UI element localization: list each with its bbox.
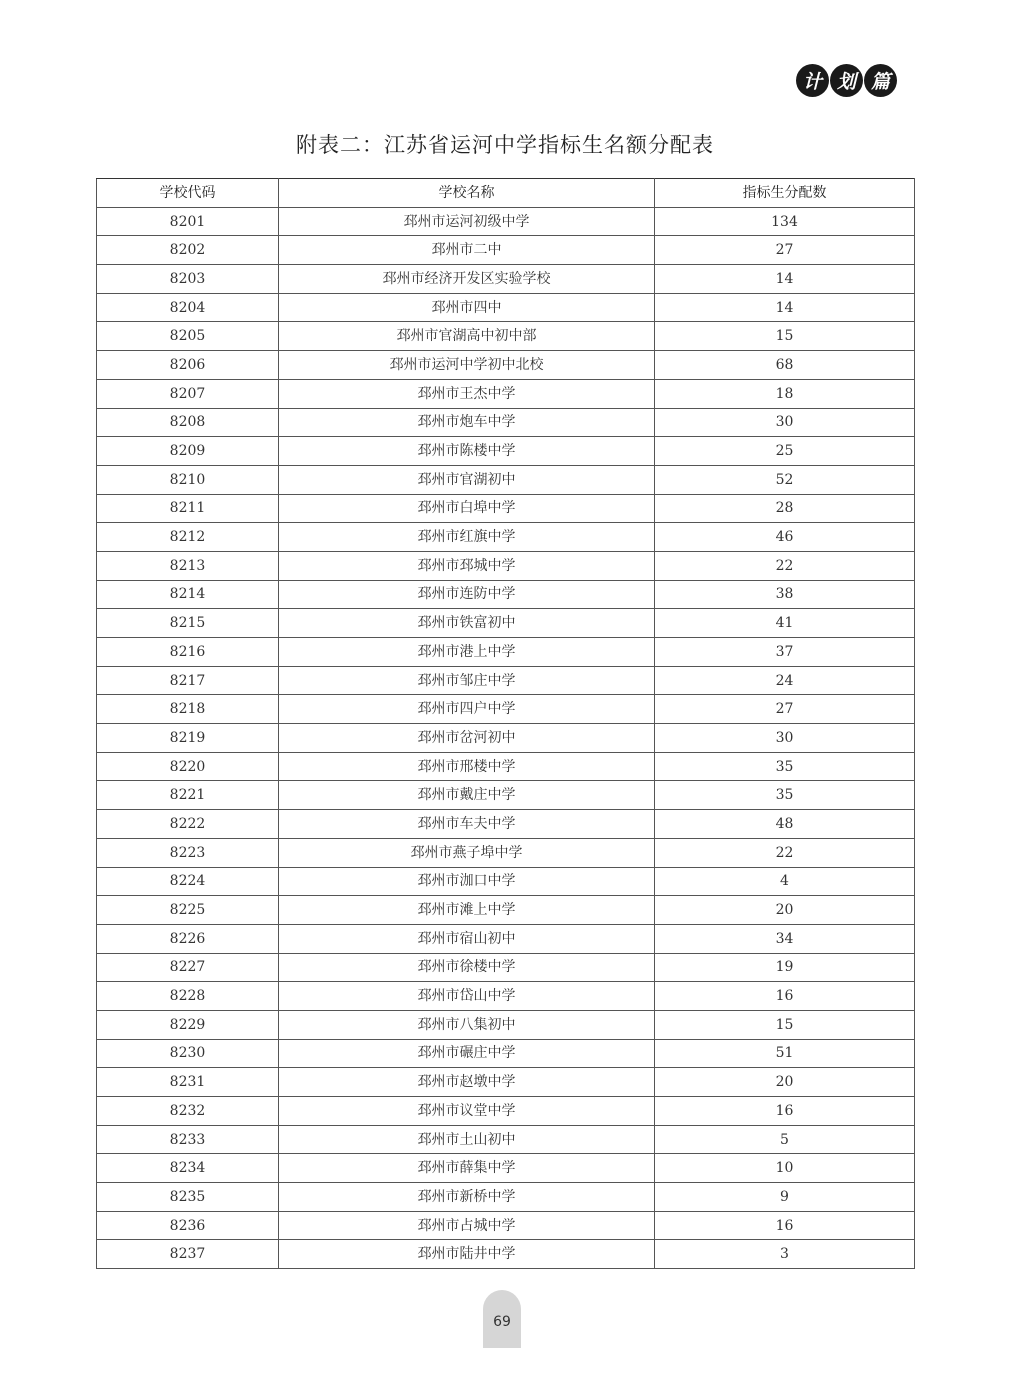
school-code-cell: 8213 [97, 551, 279, 580]
school-name-cell: 邳州市官湖高中初中部 [279, 322, 655, 351]
school-name-cell: 邳州市邳城中学 [279, 551, 655, 580]
school-code-cell: 8232 [97, 1097, 279, 1126]
quota-cell: 35 [655, 752, 915, 781]
school-name-cell: 邳州市炮车中学 [279, 408, 655, 437]
school-code-cell: 8228 [97, 982, 279, 1011]
quota-cell: 30 [655, 408, 915, 437]
table-row [97, 781, 915, 810]
header-quota: 指标生分配数 [655, 179, 915, 208]
school-name-cell: 邳州市占城中学 [279, 1211, 655, 1240]
school-code-cell: 8202 [97, 236, 279, 265]
table-row [97, 1240, 915, 1269]
quota-cell: 37 [655, 638, 915, 667]
school-name-cell: 邳州市赵墩中学 [279, 1068, 655, 1097]
table-header-row [97, 179, 915, 208]
school-code-cell: 8203 [97, 265, 279, 294]
header-school-code: 学校代码 [97, 179, 279, 208]
table-row [97, 293, 915, 322]
table-row [97, 551, 915, 580]
school-name-cell: 邳州市王杰中学 [279, 379, 655, 408]
school-code-cell: 8220 [97, 752, 279, 781]
quota-cell: 134 [655, 207, 915, 236]
quota-cell: 38 [655, 580, 915, 609]
quota-cell: 16 [655, 1097, 915, 1126]
school-name-cell: 邳州市岔河初中 [279, 724, 655, 753]
school-code-cell: 8224 [97, 867, 279, 896]
quota-cell: 9 [655, 1183, 915, 1212]
table-row [97, 896, 915, 925]
school-name-cell: 邳州市车夫中学 [279, 810, 655, 839]
school-name-cell: 邳州市薛集中学 [279, 1154, 655, 1183]
school-name-cell: 邳州市议堂中学 [279, 1097, 655, 1126]
school-code-cell: 8216 [97, 638, 279, 667]
quota-cell: 27 [655, 695, 915, 724]
quota-cell: 22 [655, 838, 915, 867]
logo-char: 划 [830, 64, 863, 97]
quota-cell: 15 [655, 1010, 915, 1039]
school-code-cell: 8211 [97, 494, 279, 523]
quota-cell: 5 [655, 1125, 915, 1154]
school-code-cell: 8222 [97, 810, 279, 839]
school-code-cell: 8218 [97, 695, 279, 724]
table-row [97, 1097, 915, 1126]
school-code-cell: 8219 [97, 724, 279, 753]
school-code-cell: 8204 [97, 293, 279, 322]
quota-cell: 14 [655, 265, 915, 294]
school-name-cell: 邳州市经济开发区实验学校 [279, 265, 655, 294]
table-row [97, 953, 915, 982]
table-row [97, 752, 915, 781]
school-name-cell: 邳州市宿山初中 [279, 924, 655, 953]
school-name-cell: 邳州市滩上中学 [279, 896, 655, 925]
school-code-cell: 8214 [97, 580, 279, 609]
table-row [97, 322, 915, 351]
table-row [97, 695, 915, 724]
quota-cell: 35 [655, 781, 915, 810]
table-row [97, 724, 915, 753]
table-row [97, 638, 915, 667]
school-code-cell: 8209 [97, 437, 279, 466]
quota-cell: 30 [655, 724, 915, 753]
school-name-cell: 邳州市红旗中学 [279, 523, 655, 552]
quota-cell: 52 [655, 465, 915, 494]
school-code-cell: 8234 [97, 1154, 279, 1183]
school-code-cell: 8205 [97, 322, 279, 351]
logo-char: 计 [796, 64, 829, 97]
table-row [97, 580, 915, 609]
school-name-cell: 邳州市燕子埠中学 [279, 838, 655, 867]
table-row [97, 1154, 915, 1183]
quota-cell: 48 [655, 810, 915, 839]
school-code-cell: 8208 [97, 408, 279, 437]
school-code-cell: 8215 [97, 609, 279, 638]
school-name-cell: 邳州市邹庄中学 [279, 666, 655, 695]
school-name-cell: 邳州市四户中学 [279, 695, 655, 724]
table-row [97, 1211, 915, 1240]
school-code-cell: 8206 [97, 351, 279, 380]
quota-cell: 16 [655, 1211, 915, 1240]
school-name-cell: 邳州市白埠中学 [279, 494, 655, 523]
quota-cell: 10 [655, 1154, 915, 1183]
school-code-cell: 8231 [97, 1068, 279, 1097]
quota-cell: 24 [655, 666, 915, 695]
quota-cell: 3 [655, 1240, 915, 1269]
school-code-cell: 8201 [97, 207, 279, 236]
school-code-cell: 8233 [97, 1125, 279, 1154]
table-row [97, 207, 915, 236]
table-row [97, 351, 915, 380]
table-row [97, 236, 915, 265]
table-row [97, 810, 915, 839]
school-code-cell: 8212 [97, 523, 279, 552]
table-row [97, 666, 915, 695]
table-row [97, 838, 915, 867]
school-code-cell: 8235 [97, 1183, 279, 1212]
table-row [97, 867, 915, 896]
school-name-cell: 邳州市土山初中 [279, 1125, 655, 1154]
table-row [97, 1125, 915, 1154]
school-code-cell: 8226 [97, 924, 279, 953]
school-name-cell: 邳州市陆井中学 [279, 1240, 655, 1269]
school-name-cell: 邳州市四中 [279, 293, 655, 322]
school-code-cell: 8221 [97, 781, 279, 810]
school-name-cell: 邳州市二中 [279, 236, 655, 265]
quota-cell: 22 [655, 551, 915, 580]
header-school-name: 学校名称 [279, 179, 655, 208]
school-code-cell: 8223 [97, 838, 279, 867]
table-row [97, 1068, 915, 1097]
table-row [97, 265, 915, 294]
quota-cell: 27 [655, 236, 915, 265]
table-row [97, 437, 915, 466]
table-row [97, 924, 915, 953]
school-name-cell: 邳州市泇口中学 [279, 867, 655, 896]
quota-cell: 19 [655, 953, 915, 982]
quota-cell: 68 [655, 351, 915, 380]
school-code-cell: 8229 [97, 1010, 279, 1039]
school-name-cell: 邳州市邢楼中学 [279, 752, 655, 781]
quota-cell: 28 [655, 494, 915, 523]
quota-cell: 25 [655, 437, 915, 466]
school-code-cell: 8217 [97, 666, 279, 695]
table-row [97, 609, 915, 638]
quota-cell: 16 [655, 982, 915, 1011]
quota-cell: 34 [655, 924, 915, 953]
school-code-cell: 8210 [97, 465, 279, 494]
school-name-cell: 邳州市运河中学初中北校 [279, 351, 655, 380]
school-code-cell: 8227 [97, 953, 279, 982]
section-logo [796, 64, 897, 97]
quota-table [96, 178, 915, 1269]
quota-cell: 20 [655, 1068, 915, 1097]
school-name-cell: 邳州市港上中学 [279, 638, 655, 667]
school-code-cell: 8236 [97, 1211, 279, 1240]
school-code-cell: 8225 [97, 896, 279, 925]
table-row [97, 1010, 915, 1039]
school-name-cell: 邳州市碾庄中学 [279, 1039, 655, 1068]
school-name-cell: 邳州市连防中学 [279, 580, 655, 609]
table-row [97, 1039, 915, 1068]
table-row [97, 379, 915, 408]
table-row [97, 982, 915, 1011]
school-code-cell: 8230 [97, 1039, 279, 1068]
table-row [97, 494, 915, 523]
table-row [97, 523, 915, 552]
school-name-cell: 邳州市八集初中 [279, 1010, 655, 1039]
quota-cell: 15 [655, 322, 915, 351]
school-name-cell: 邳州市徐楼中学 [279, 953, 655, 982]
school-code-cell: 8237 [97, 1240, 279, 1269]
quota-cell: 41 [655, 609, 915, 638]
page-number: 69 [483, 1290, 521, 1348]
school-name-cell: 邳州市岱山中学 [279, 982, 655, 1011]
school-code-cell: 8207 [97, 379, 279, 408]
school-name-cell: 邳州市新桥中学 [279, 1183, 655, 1212]
quota-cell: 51 [655, 1039, 915, 1068]
table-row [97, 1183, 915, 1212]
school-name-cell: 邳州市戴庄中学 [279, 781, 655, 810]
quota-cell: 46 [655, 523, 915, 552]
quota-cell: 14 [655, 293, 915, 322]
school-name-cell: 邳州市官湖初中 [279, 465, 655, 494]
page-title: 附表二：江苏省运河中学指标生名额分配表 [296, 133, 714, 157]
logo-char: 篇 [864, 64, 897, 97]
table-row [97, 465, 915, 494]
school-name-cell: 邳州市铁富初中 [279, 609, 655, 638]
table-row [97, 408, 915, 437]
school-name-cell: 邳州市运河初级中学 [279, 207, 655, 236]
school-name-cell: 邳州市陈楼中学 [279, 437, 655, 466]
table-body [97, 207, 915, 1268]
quota-cell: 18 [655, 379, 915, 408]
quota-cell: 20 [655, 896, 915, 925]
quota-cell: 4 [655, 867, 915, 896]
